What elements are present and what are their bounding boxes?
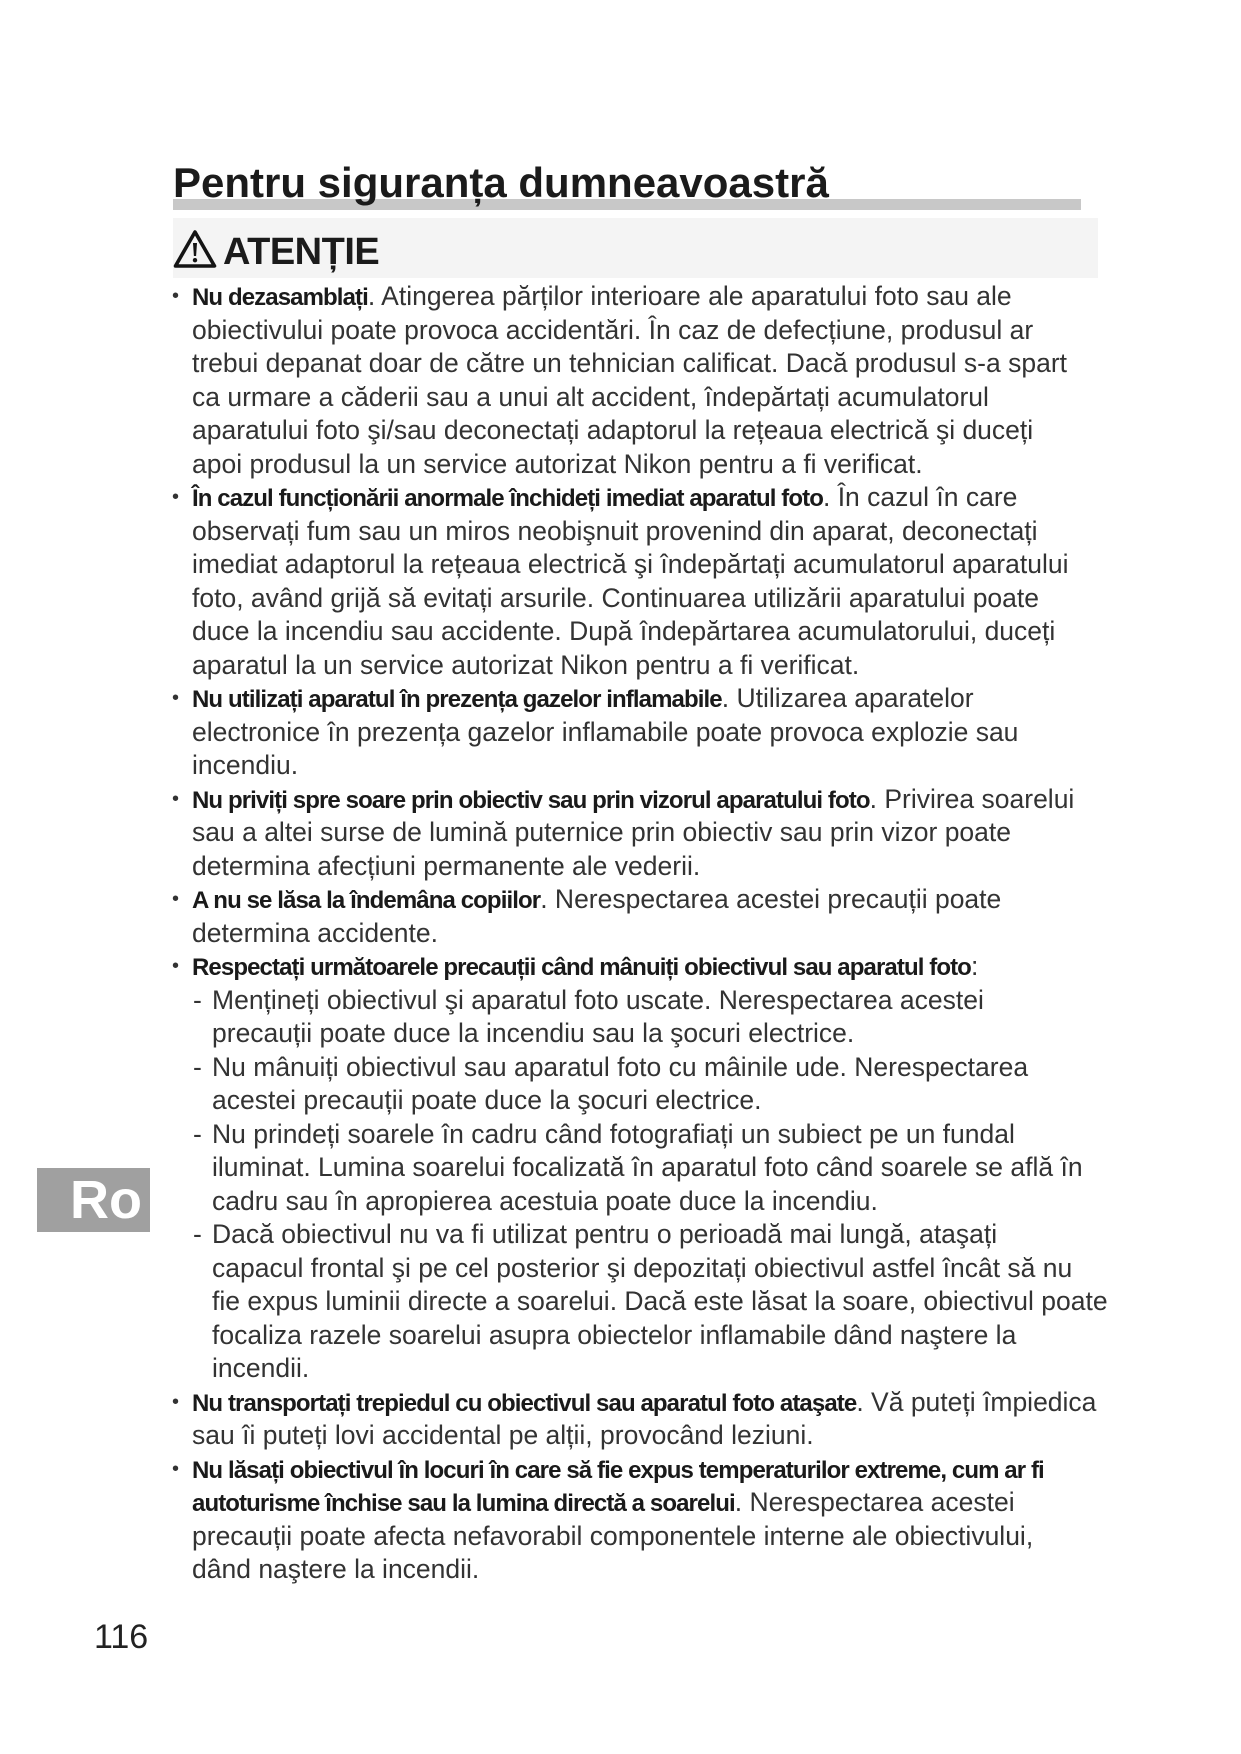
- item-line: determina afecțiuni permanente ale vederii.: [192, 850, 701, 881]
- dash-marker: -: [193, 1219, 202, 1249]
- bullet-marker: •: [172, 486, 180, 508]
- item-line: determina accidente.: [192, 917, 439, 948]
- item-text: :: [970, 951, 979, 981]
- sub-item: [192, 1218, 1222, 1386]
- item-line: [192, 481, 1222, 515]
- sub-item-line: precauții poate duce la incendiu sau la şocuri electrice.: [212, 1018, 855, 1048]
- item-line: incendiu.: [192, 750, 299, 780]
- sub-item-line: capacul frontal şi pe cel posterior şi depozitați obiectivul astfel încât să nu: [212, 1252, 1073, 1283]
- sub-item-line: iluminat. Lumina soarelui focalizată în aparatul foto când soarele se află în: [212, 1152, 1083, 1182]
- item-text: . Vă puteți împiedica: [856, 1386, 1097, 1417]
- item-text: . Atingerea părților interioare ale aparatului foto sau ale: [367, 281, 1012, 311]
- warning-triangle-icon: [173, 229, 217, 269]
- item-line: electronice în prezența gazelor inflamabile poate provoca explozie sau: [192, 716, 1019, 747]
- list-item: [172, 1386, 1222, 1453]
- item-line: [192, 1486, 1222, 1520]
- bullet-marker: •: [172, 1390, 180, 1413]
- item-lead: Nu priviți spre soare prin obiectiv sau prin vizorul aparatului foto: [192, 786, 870, 814]
- dash-marker: -: [193, 1118, 202, 1149]
- item-line: ca urmare a căderii sau a unui alt accident, îndepărtați acumulatorul: [192, 381, 989, 412]
- dash-marker: -: [193, 984, 202, 1015]
- item-line: precauții poate afecta nefavorabil componentele interne ale obiectivului,: [192, 1520, 1034, 1551]
- bullet-marker: •: [172, 687, 180, 709]
- bullet-marker: •: [172, 955, 180, 977]
- item-lead: autoturisme închise sau la lumina directă a soarelui: [192, 1490, 735, 1517]
- item-text: . Privirea soarelui: [869, 783, 1075, 814]
- item-text: . Nerespectarea acestei precauții poate: [540, 884, 1002, 914]
- bullet-marker: •: [172, 1457, 180, 1480]
- sub-item: [192, 984, 1222, 1051]
- item-line: [192, 682, 1222, 716]
- sub-item-line: Nu prindeți soarele în cadru când fotografiați un subiect pe un fundal: [212, 1118, 1015, 1149]
- item-line: obiectivului poate provoca accidentări. În caz de defecțiune, produsul ar: [192, 314, 1034, 345]
- item-lead: A nu se lăsa la îndemâna copiilor: [192, 887, 541, 914]
- bullet-marker: •: [172, 787, 180, 810]
- item-text: . Utilizarea aparatelor: [721, 683, 974, 713]
- sub-item-line: Dacă obiectivul nu va fi utilizat pentru o perioadă mai lungă, ataşați: [212, 1219, 998, 1249]
- item-line: [192, 950, 1222, 984]
- sub-item-line: cadru sau în apropierea acestuia poate duce la incendiu.: [212, 1185, 878, 1216]
- item-line: [192, 1386, 1222, 1420]
- item-line: aparatul la un service autorizat Nikon pentru a fi verificat.: [192, 649, 860, 680]
- item-text: . Nerespectarea acestei: [734, 1487, 1015, 1517]
- list-item: [172, 883, 1222, 950]
- list-item: [172, 481, 1222, 682]
- item-line: [192, 883, 1222, 917]
- item-line: sau îi puteți lovi accidental pe alții, provocând leziuni.: [192, 1420, 814, 1450]
- language-tab: Ro: [37, 1168, 150, 1232]
- item-lead: Nu transportați trepiedul cu obiectivul sau aparatul foto ataşate: [192, 1389, 857, 1417]
- page-number: 116: [94, 1618, 149, 1656]
- sub-item: [192, 1118, 1222, 1219]
- item-text: . În cazul în care: [822, 482, 1018, 512]
- list-item: [172, 783, 1222, 884]
- safety-list: [172, 280, 1222, 1587]
- item-line: aparatului foto şi/sau deconectați adaptorul la rețeaua electrică şi duceți: [192, 415, 1034, 445]
- sub-item-line: focaliza razele soarelui asupra obiectelor inflamabile dând naştere la: [212, 1319, 1017, 1350]
- page-title: Pentru siguranța dumneavoastră: [173, 159, 829, 206]
- item-line: [192, 783, 1222, 817]
- sub-item-line: Mențineți obiectivul şi aparatul foto uscate. Nerespectarea acestei: [212, 984, 984, 1015]
- list-item: [172, 950, 1222, 1386]
- item-line: [192, 1453, 1222, 1487]
- list-item: [172, 280, 1222, 481]
- bullet-marker: •: [172, 888, 180, 910]
- sub-item-line: Nu mânuiți obiectivul sau aparatul foto cu mâinile ude. Nerespectarea: [212, 1051, 1029, 1082]
- item-line: apoi produsul la un service autorizat Nikon pentru a fi verificat.: [192, 448, 923, 479]
- item-line: sau a altei surse de lumină puternice prin obiectiv sau prin vizor poate: [192, 817, 1012, 847]
- item-line: imediat adaptorul la rețeaua electrică şi îndepărtați acumulatorul aparatului: [192, 549, 1069, 579]
- item-line: observați fum sau un miros neobişnuit provenind din aparat, deconectați: [192, 515, 1038, 546]
- warning-heading: ATENȚIE: [223, 231, 380, 273]
- item-line: trebui depanat doar de către un tehnician calificat. Dacă produsul s-a spart: [192, 348, 1068, 378]
- sub-item-line: incendii.: [212, 1353, 310, 1383]
- bullet-marker: •: [172, 285, 180, 307]
- sub-item-line: fie expus luminii directe a soarelui. Dacă este lăsat la soare, obiectivul poate: [212, 1286, 1108, 1316]
- item-line: foto, având grijă să evitați arsurile. Continuarea utilizării aparatului poate: [192, 582, 1040, 613]
- item-line: [192, 280, 1222, 314]
- item-lead: În cazul funcționării anormale închideți imediat aparatul foto: [192, 485, 823, 512]
- item-line: duce la incendiu sau accidente. După îndepărtarea acumulatorului, duceți: [192, 616, 1056, 646]
- item-line: dând naştere la incendii.: [192, 1554, 480, 1584]
- sub-item: [192, 1051, 1222, 1118]
- item-lead: Nu lăsați obiectivul în locuri în care să fie expus temperaturilor extreme, cum ar fi: [192, 1456, 1044, 1484]
- list-item: [172, 1453, 1222, 1587]
- item-lead: Respectați următoarele precauții când mânuiți obiectivul sau aparatul foto: [192, 954, 971, 981]
- sub-item-line: acestei precauții poate duce la şocuri electrice.: [212, 1085, 762, 1115]
- list-item: [172, 682, 1222, 783]
- dash-marker: -: [193, 1051, 202, 1082]
- item-lead: Nu dezasamblați: [192, 284, 368, 311]
- item-lead: Nu utilizați aparatul în prezența gazelor inflamabile: [192, 686, 722, 713]
